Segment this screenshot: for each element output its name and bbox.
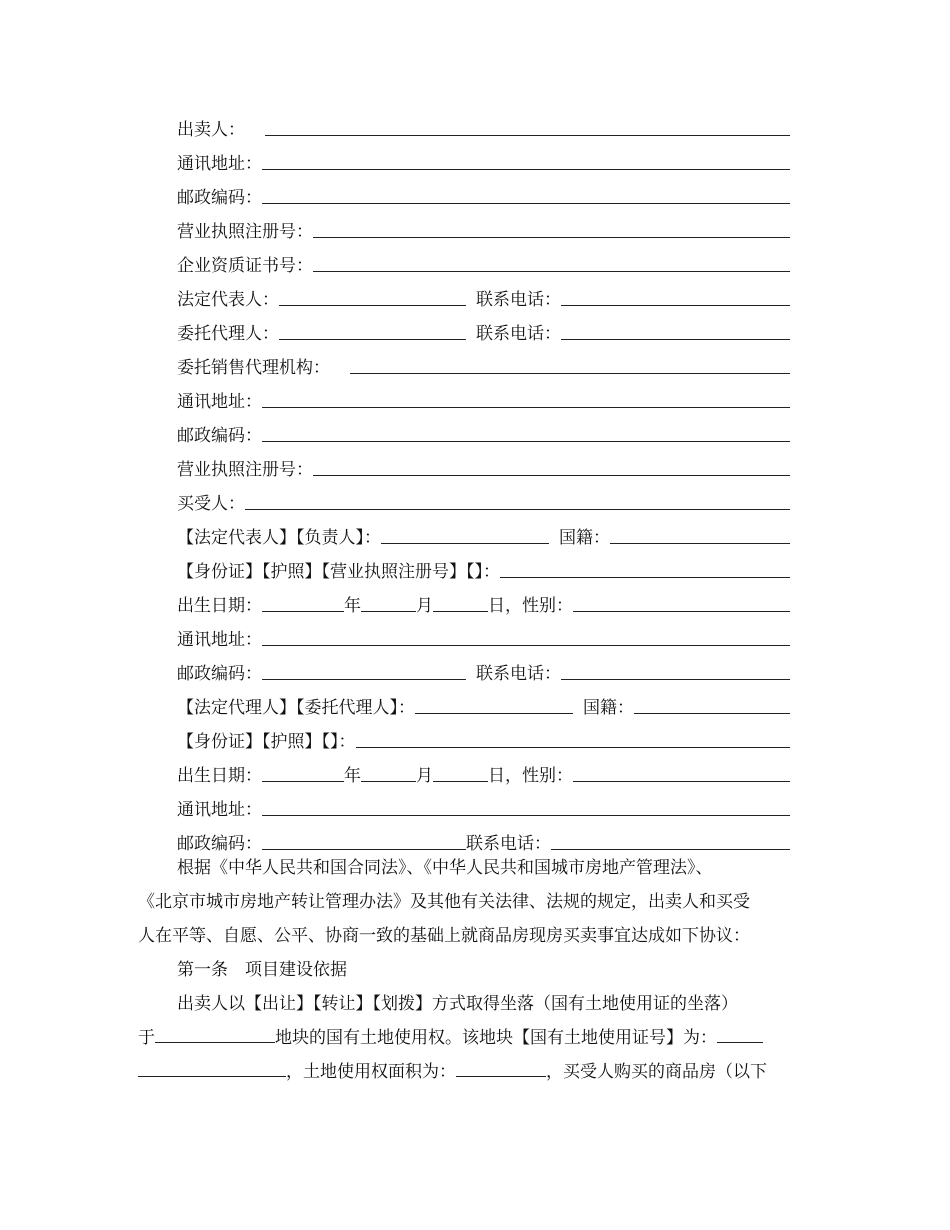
sales-agency-label: 委托销售代理机构：	[177, 358, 330, 378]
buyer-rep-label: 【法定代表人】【负责人】：	[177, 528, 381, 548]
agency-license-field[interactable]	[313, 475, 790, 476]
agent-nationality-field[interactable]	[634, 713, 790, 714]
buyer-id-row	[177, 559, 790, 583]
seller-qualification-field[interactable]	[313, 271, 790, 272]
agency-address-label: 通讯地址：	[177, 392, 262, 412]
buyer-birth-row	[177, 593, 790, 617]
seller-qualification-row	[177, 253, 790, 277]
agent-year-label: 年	[344, 766, 361, 786]
body-line-7	[138, 1055, 767, 1089]
agency-postcode-row	[177, 423, 790, 447]
seller-address-field[interactable]	[262, 169, 790, 170]
agent-address-field[interactable]	[262, 815, 790, 816]
agency-postcode-field[interactable]	[262, 441, 790, 442]
buyer-phone-field[interactable]	[561, 679, 790, 680]
seller-field[interactable]	[265, 135, 790, 136]
buyer-day-gender-label: 日，性别：	[488, 596, 573, 616]
body-line-7-text-b: ，买受人购买的商品房（以下	[546, 1062, 767, 1082]
seller-agent-phone-field[interactable]	[561, 339, 790, 340]
seller-label: 出卖人：	[177, 120, 245, 140]
buyer-field[interactable]	[245, 509, 790, 510]
buyer-address-field[interactable]	[262, 645, 790, 646]
seller-legal-rep-row	[177, 287, 790, 311]
land-certificate-field[interactable]	[717, 1024, 763, 1043]
agent-phone-label: 联系电话：	[466, 834, 551, 854]
buyer-address-row	[177, 627, 790, 651]
seller-legal-rep-phone-label: 联系电话：	[476, 290, 561, 310]
land-location-field[interactable]	[155, 1024, 275, 1043]
agency-address-field[interactable]	[262, 407, 790, 408]
buyer-address-label: 通讯地址：	[177, 630, 262, 650]
agent-birth-label: 出生日期：	[177, 766, 262, 786]
body-line-5: 出卖人以【出让】【转让】【划拨】方式取得坐落（国有土地使用证的坐落）	[177, 994, 738, 1014]
agent-birth-year-field[interactable]	[262, 781, 344, 782]
buyer-birth-label: 出生日期：	[177, 596, 262, 616]
buyer-birth-year-field[interactable]	[262, 611, 344, 612]
buyer-rep-row	[177, 525, 790, 549]
buyer-id-label: 【身份证】【护照】【营业执照注册号】【】：	[177, 562, 500, 582]
buyer-rep-field[interactable]	[381, 543, 549, 544]
buyer-postcode-label: 邮政编码：	[177, 664, 262, 684]
land-area-field[interactable]	[456, 1058, 546, 1077]
buyer-birth-day-field[interactable]	[433, 611, 488, 612]
seller-address-row	[177, 151, 790, 175]
agent-gender-field[interactable]	[573, 781, 790, 782]
agent-birth-month-field[interactable]	[361, 781, 416, 782]
buyer-row	[177, 491, 790, 515]
seller-agent-label: 委托代理人：	[177, 324, 279, 344]
seller-row	[177, 117, 790, 141]
buyer-postcode-field[interactable]	[262, 679, 466, 680]
agent-address-label: 通讯地址：	[177, 800, 262, 820]
agent-id-label: 【身份证】【护照】【】：	[177, 732, 356, 752]
seller-postcode-field[interactable]	[262, 203, 790, 204]
agency-address-row	[177, 389, 790, 413]
land-certificate-field-cont[interactable]	[138, 1058, 286, 1077]
agency-license-row	[177, 457, 790, 481]
seller-agent-row	[177, 321, 790, 345]
seller-qualification-label: 企业资质证书号：	[177, 256, 313, 276]
body-line-6-text: 地块的国有土地使用权。该地块【国有土地使用证号】为：	[275, 1028, 717, 1048]
agency-license-label: 营业执照注册号：	[177, 460, 313, 480]
buyer-nationality-field[interactable]	[610, 543, 790, 544]
agent-postcode-field[interactable]	[262, 849, 466, 850]
seller-license-label: 营业执照注册号：	[177, 222, 313, 242]
agent-rep-field[interactable]	[415, 713, 573, 714]
agency-postcode-label: 邮政编码：	[177, 426, 262, 446]
buyer-id-field[interactable]	[500, 577, 790, 578]
body-line-1: 根据《中华人民共和国合同法》、《中华人民共和国城市房地产管理法》、	[177, 858, 713, 878]
seller-license-field[interactable]	[313, 237, 790, 238]
article-1-title: 第一条 项目建设依据	[177, 960, 347, 980]
buyer-year-label: 年	[344, 596, 361, 616]
agent-day-gender-label: 日，性别：	[488, 766, 573, 786]
agent-postcode-label: 邮政编码：	[177, 834, 262, 854]
body-line-6	[138, 1021, 763, 1055]
seller-agent-field[interactable]	[279, 339, 466, 340]
buyer-nationality-label: 国籍：	[559, 528, 610, 548]
seller-legal-rep-field[interactable]	[279, 305, 466, 306]
agent-birth-day-field[interactable]	[433, 781, 488, 782]
body-line-7-text-a: ，土地使用权面积为：	[286, 1062, 456, 1082]
seller-postcode-row	[177, 185, 790, 209]
agent-id-row	[177, 729, 790, 753]
body-line-3: 人在平等、自愿、公平、协商一致的基础上就商品房现房买卖事宜达成如下协议：	[138, 926, 750, 946]
buyer-label: 买受人：	[177, 494, 245, 514]
buyer-month-label: 月	[416, 596, 433, 616]
body-line-6-prefix: 于	[138, 1028, 155, 1048]
agent-birth-row	[177, 763, 790, 787]
seller-agent-phone-label: 联系电话：	[476, 324, 561, 344]
seller-legal-rep-label: 法定代表人：	[177, 290, 279, 310]
agent-rep-row	[177, 695, 790, 719]
agent-nationality-label: 国籍：	[583, 698, 634, 718]
seller-postcode-label: 邮政编码：	[177, 188, 262, 208]
agent-address-row	[177, 797, 790, 821]
sales-agency-row	[177, 355, 790, 379]
agent-rep-label: 【法定代理人】【委托代理人】：	[177, 698, 415, 718]
buyer-postcode-row	[177, 661, 790, 685]
agent-month-label: 月	[416, 766, 433, 786]
buyer-birth-month-field[interactable]	[361, 611, 416, 612]
seller-license-row	[177, 219, 790, 243]
seller-legal-rep-phone-field[interactable]	[561, 305, 790, 306]
seller-address-label: 通讯地址：	[177, 154, 262, 174]
body-line-2: 《北京市城市房地产转让管理办法》及其他有关法律、法规的规定，出卖人和买受	[138, 892, 750, 912]
agent-phone-field[interactable]	[551, 849, 790, 850]
buyer-phone-label: 联系电话：	[476, 664, 561, 684]
agent-id-field[interactable]	[356, 747, 791, 748]
buyer-gender-field[interactable]	[573, 611, 790, 612]
sales-agency-field[interactable]	[350, 373, 790, 374]
